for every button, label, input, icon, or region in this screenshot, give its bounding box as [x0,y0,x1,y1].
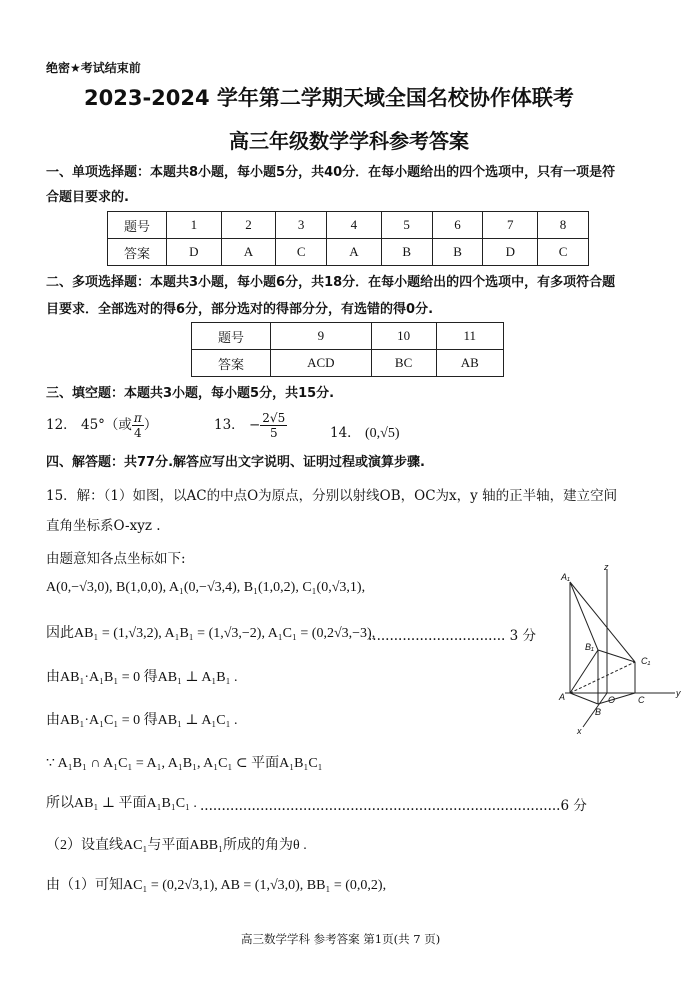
answer-subtitle: 高三年级数学学科参考答案 [229,129,469,153]
answer-13 [214,411,287,440]
q15-conclusion: 所以AB₁ ⊥ 平面A₁B₁C₁ . [46,796,197,811]
table-cell: 2 [221,212,276,239]
table-row [108,239,589,266]
q12-close: ） [143,417,158,433]
label-A: A [559,692,566,702]
q15-score-6: ....................................................................................6 分 [200,798,587,814]
table-cell: D [167,239,222,266]
q15-part2-vectors: 由（1）可知AC₁ = (0,2√3,1), AB = (1,√3,0), BB₁ = (0,0,2), [46,878,387,893]
section2-heading-line1: 二、多项选择题：本题共3小题，每小题6分，共18分．在每小题给出的四个选项中，有多项符合题 [46,275,616,290]
table-row [108,212,589,239]
q15-line1: 15．解：（1）如图，以AC的中点O为原点，分别以射线OB，OC为x，y 轴的正半轴，建立空间 [46,488,618,504]
label-z: z [604,562,609,572]
exam-title: 2023-2024 学年第二学期天域全国名校协作体联考 [84,86,574,110]
edge-AB [570,693,598,704]
label-C1: C₁ [641,656,651,666]
label-y: y [676,688,681,698]
q15-score-3: ................................ 3 分 [368,628,536,644]
q15-coordinates: A(0,−√3,0), B(1,0,0), A₁(0,−√3,4), B₁(1,0,2), C₁(0,√3,1), [46,580,366,595]
table-cell: 答案 [192,350,271,377]
label-x: x [577,726,582,736]
edge-A1C1 [570,582,635,662]
q13-denominator: 5 [269,426,278,440]
table-cell: 1 [167,212,222,239]
table-cell: 答案 [108,239,167,266]
table-row [192,350,504,377]
table-cell: 7 [483,212,538,239]
table-cell: 10 [371,323,436,350]
table-cell: A [327,239,382,266]
q12-denominator: 4 [134,426,142,440]
table-cell: B [432,239,483,266]
answer-14 [330,421,400,442]
label-O: O [608,695,616,705]
section2-heading-line2: 目要求．全部选对的得6分，部分选对的得部分分，有选错的得0分. [46,302,434,317]
q15-part2: （2）设直线AC₁与平面ABB₁所成的角为θ . [46,838,307,853]
table-cell: 4 [327,212,382,239]
section3-heading: 三、填空题：本题共3小题，每小题5分，共15分. [46,386,335,401]
table-cell: A [221,239,276,266]
answer-12 [46,411,157,440]
table-cell: ACD [271,350,372,377]
table-cell: 6 [432,212,483,239]
table-cell: C [276,239,327,266]
q15-vectors: 因此AB₁ = (1,√3,2), A₁B₁ = (1,√3,−2), A₁C₁ = (0,2√3,−3), [46,626,376,641]
table-cell: C [538,239,589,266]
q12-label: 12． [46,417,77,433]
label-C: C [638,695,645,705]
q15-line2: 直角坐标系O-xyz . [46,518,161,534]
single-choice-table [107,211,589,266]
q15-intersection: ∵ A₁B₁ ∩ A₁C₁ = A₁, A₁B₁, A₁C₁ ⊂ 平面A₁B₁C₁ [46,756,323,771]
table-cell: 5 [381,212,432,239]
q13-sign: − [248,417,261,433]
label-B1: B₁ [585,642,594,652]
table-cell: D [483,239,538,266]
label-B: B [595,707,602,717]
table-cell: BC [371,350,436,377]
table-cell: 题号 [108,212,167,239]
edge-A1B1 [570,582,598,650]
q15-perp1: 由AB₁·A₁B₁ = 0 得AB₁ ⊥ A₁B₁ . [46,670,238,685]
table-cell: AB [436,350,503,377]
table-cell: 题号 [192,323,271,350]
page-footer: 高三数学学科 参考答案 第1页(共 7 页) [241,932,441,946]
q15-perp2: 由AB₁·A₁C₁ = 0 得AB₁ ⊥ A₁C₁ . [46,713,238,728]
table-cell: 11 [436,323,503,350]
section1-heading-line1: 一、单项选择题：本题共8小题，每小题5分，共40分．在每小题给出的四个选项中，只有一项是符 [46,165,616,180]
table-cell: 9 [271,323,372,350]
q12-numerator: π [133,411,142,425]
table-row [192,323,504,350]
section1-heading-line2: 合题目要求的. [46,190,129,205]
q13-label: 13． [214,417,245,433]
q13-numerator: 2√5 [262,411,286,425]
q14-value: (0,√5) [364,426,400,441]
table-cell: 8 [538,212,589,239]
q12-text: 45°（或 [80,417,132,433]
confidential-mark: 绝密★考试结束前 [46,61,141,75]
q15-line3: 由题意知各点坐标如下: [46,551,186,567]
q14-label: 14． [330,425,361,441]
label-A1: A₁ [561,572,570,582]
table-cell: 3 [276,212,327,239]
geometry-figure [555,562,685,737]
multi-choice-table [191,322,504,377]
table-cell: B [381,239,432,266]
edge-B1C1 [598,650,635,662]
section4-heading: 四、解答题：共77分.解答应写出文字说明、证明过程或演算步骤. [46,455,425,470]
